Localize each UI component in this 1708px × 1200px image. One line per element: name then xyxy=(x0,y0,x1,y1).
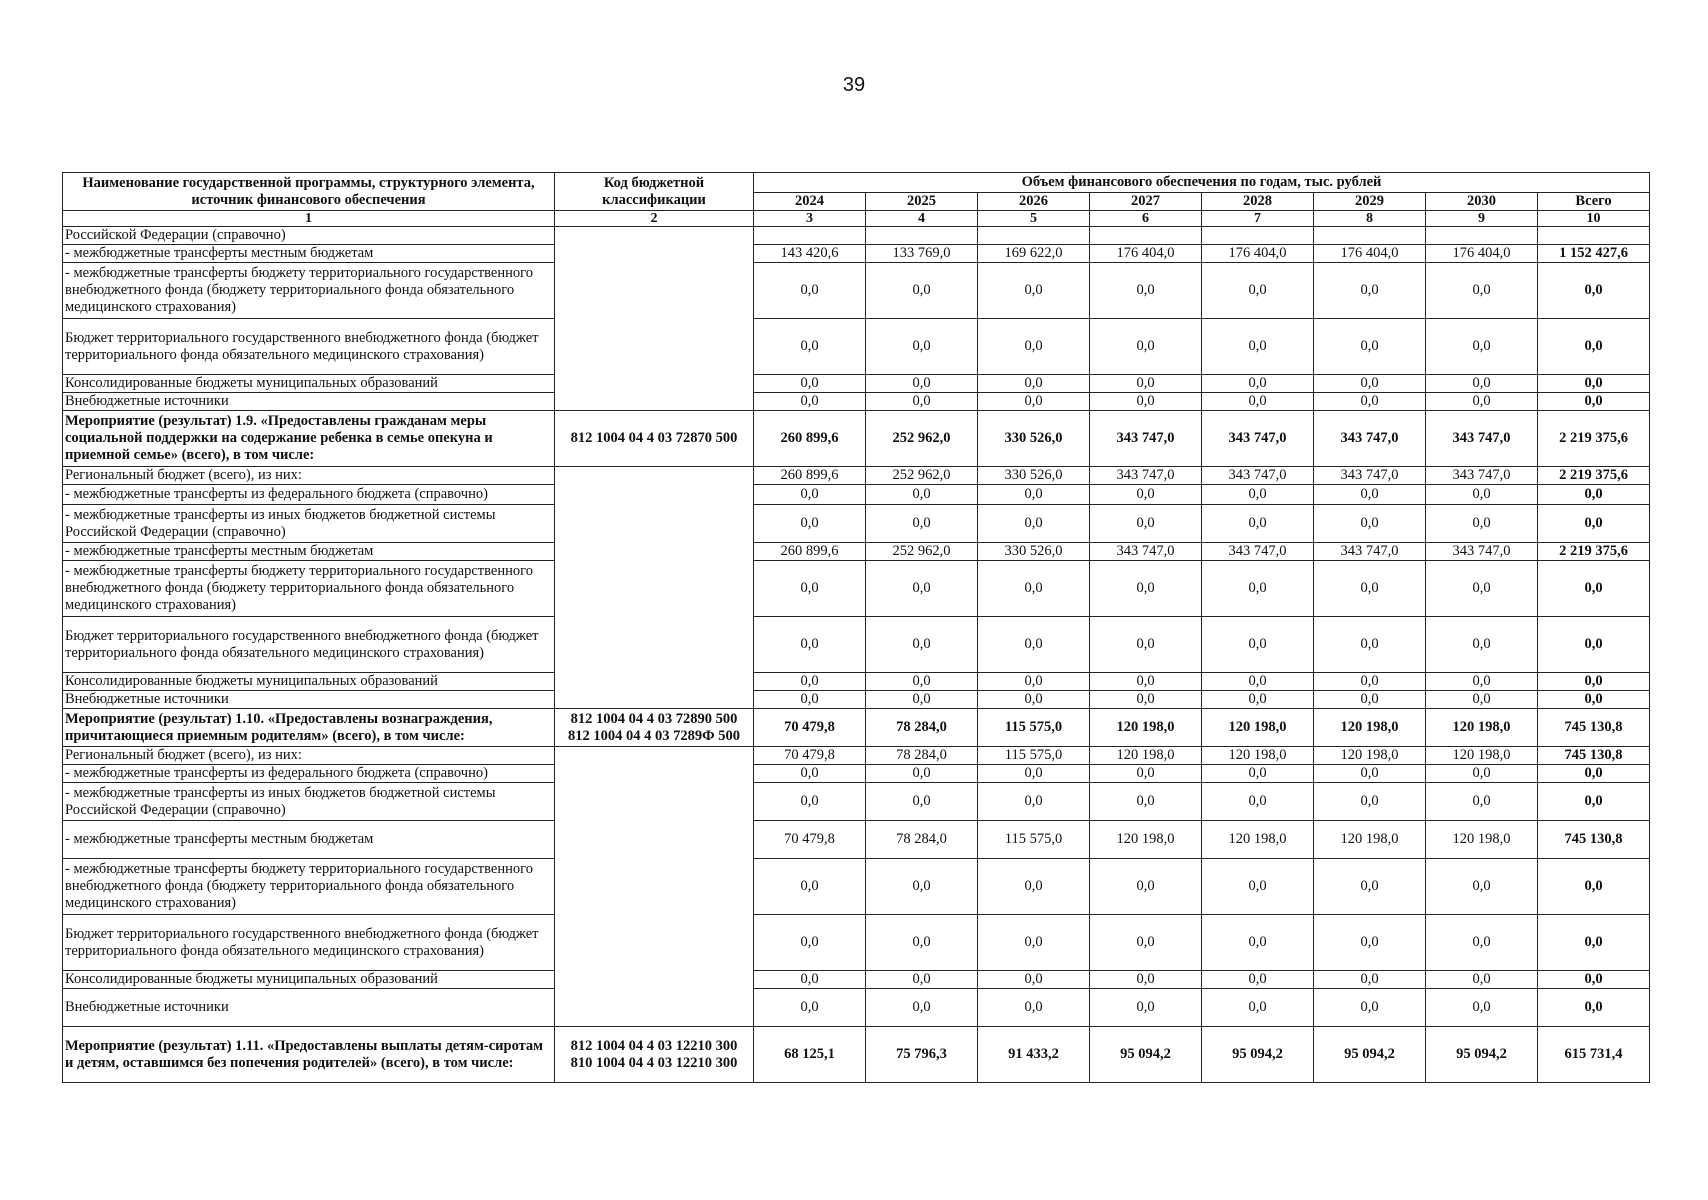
row-name: - межбюджетные трансферты из федерального бюджета (справочно) xyxy=(63,765,555,783)
row-value: 0,0 xyxy=(1314,691,1426,709)
column-index: 4 xyxy=(866,211,978,227)
row-value: 0,0 xyxy=(1202,915,1314,971)
row-value: 343 747,0 xyxy=(1314,467,1426,485)
row-value: 0,0 xyxy=(1314,765,1426,783)
row-name: - межбюджетные трансферты бюджету территориального государственного внебюджетного фонда (бюджету территориального фонда обязательного медицинского страхования) xyxy=(63,561,555,617)
row-value: 0,0 xyxy=(1426,765,1538,783)
table-row xyxy=(63,783,1650,821)
row-total: 615 731,4 xyxy=(1538,1027,1650,1083)
row-value: 91 433,2 xyxy=(978,1027,1090,1083)
row-value: 0,0 xyxy=(754,765,866,783)
row-total: 0,0 xyxy=(1538,783,1650,821)
header-year: 2027 xyxy=(1090,193,1202,211)
row-value: 0,0 xyxy=(1426,673,1538,691)
row-value: 133 769,0 xyxy=(866,245,978,263)
financing-table xyxy=(62,172,1650,1083)
row-value: 0,0 xyxy=(866,691,978,709)
row-value: 70 479,8 xyxy=(754,709,866,747)
row-name: Мероприятие (результат) 1.10. «Предоставлены вознаграждения, причитающиеся приемным родителям» (всего), в том числе: xyxy=(63,709,555,747)
row-value: 0,0 xyxy=(1314,859,1426,915)
row-total: 0,0 xyxy=(1538,393,1650,411)
row-value: 343 747,0 xyxy=(1426,411,1538,467)
row-value: 0,0 xyxy=(866,971,978,989)
row-value: 120 198,0 xyxy=(1202,709,1314,747)
table-row xyxy=(63,263,1650,319)
row-value: 78 284,0 xyxy=(866,709,978,747)
row-value: 0,0 xyxy=(1202,485,1314,505)
row-value: 0,0 xyxy=(1090,375,1202,393)
row-total: 0,0 xyxy=(1538,319,1650,375)
row-value: 95 094,2 xyxy=(1090,1027,1202,1083)
row-value: 343 747,0 xyxy=(1202,411,1314,467)
row-value xyxy=(754,227,866,245)
row-value: 0,0 xyxy=(1202,765,1314,783)
row-total: 745 130,8 xyxy=(1538,821,1650,859)
table-row xyxy=(63,227,1650,245)
table-row xyxy=(63,319,1650,375)
row-value: 330 526,0 xyxy=(978,467,1090,485)
row-total: 0,0 xyxy=(1538,617,1650,673)
row-value: 0,0 xyxy=(866,783,978,821)
row-value: 0,0 xyxy=(866,393,978,411)
row-value: 0,0 xyxy=(1202,989,1314,1027)
row-value: 0,0 xyxy=(1314,561,1426,617)
row-value: 176 404,0 xyxy=(1314,245,1426,263)
row-total: 0,0 xyxy=(1538,263,1650,319)
row-name: - межбюджетные трансферты местным бюджетам xyxy=(63,543,555,561)
row-value: 0,0 xyxy=(1202,375,1314,393)
row-value: 0,0 xyxy=(866,505,978,543)
row-value: 0,0 xyxy=(1314,485,1426,505)
table-row xyxy=(63,859,1650,915)
row-value: 0,0 xyxy=(754,673,866,691)
table-row xyxy=(63,375,1650,393)
row-value: 0,0 xyxy=(1090,263,1202,319)
row-value: 0,0 xyxy=(754,375,866,393)
column-index: 9 xyxy=(1426,211,1538,227)
row-value: 0,0 xyxy=(754,989,866,1027)
row-total: 0,0 xyxy=(1538,859,1650,915)
header-year: 2026 xyxy=(978,193,1090,211)
row-value: 169 622,0 xyxy=(978,245,1090,263)
table-row xyxy=(63,485,1650,505)
row-value: 0,0 xyxy=(1090,485,1202,505)
budget-code xyxy=(555,227,754,411)
row-value xyxy=(1090,227,1202,245)
row-name: - межбюджетные трансферты из иных бюджетов бюджетной системы Российской Федерации (справочно) xyxy=(63,505,555,543)
row-name: Внебюджетные источники xyxy=(63,989,555,1027)
row-value: 0,0 xyxy=(1426,971,1538,989)
row-total: 0,0 xyxy=(1538,765,1650,783)
row-value: 78 284,0 xyxy=(866,821,978,859)
header-volume: Объем финансового обеспечения по годам, тыс. рублей xyxy=(754,173,1650,193)
row-value: 0,0 xyxy=(754,393,866,411)
row-value: 0,0 xyxy=(1090,673,1202,691)
table-row xyxy=(63,467,1650,485)
column-index: 8 xyxy=(1314,211,1426,227)
row-value: 343 747,0 xyxy=(1202,543,1314,561)
row-value: 0,0 xyxy=(1426,505,1538,543)
table-row xyxy=(63,765,1650,783)
row-value: 260 899,6 xyxy=(754,467,866,485)
column-index: 10 xyxy=(1538,211,1650,227)
row-value: 343 747,0 xyxy=(1314,543,1426,561)
row-value: 0,0 xyxy=(978,375,1090,393)
row-value: 0,0 xyxy=(754,505,866,543)
row-value: 0,0 xyxy=(866,989,978,1027)
row-value: 120 198,0 xyxy=(1090,709,1202,747)
row-name: Бюджет территориального государственного внебюджетного фонда (бюджет территориального фонда обязательного медицинского страхования) xyxy=(63,617,555,673)
row-value: 252 962,0 xyxy=(866,543,978,561)
header-year: 2030 xyxy=(1426,193,1538,211)
row-total: 2 219 375,6 xyxy=(1538,543,1650,561)
row-value: 343 747,0 xyxy=(1090,543,1202,561)
row-value: 0,0 xyxy=(1202,617,1314,673)
column-index: 6 xyxy=(1090,211,1202,227)
row-value: 252 962,0 xyxy=(866,467,978,485)
table-row xyxy=(63,915,1650,971)
row-value: 0,0 xyxy=(1426,691,1538,709)
row-name: Консолидированные бюджеты муниципальных образований xyxy=(63,673,555,691)
row-value: 0,0 xyxy=(1314,319,1426,375)
table-row xyxy=(63,245,1650,263)
budget-code-line: 812 1004 04 4 03 12210 300 xyxy=(570,1037,738,1054)
row-name: - межбюджетные трансферты из иных бюджетов бюджетной системы Российской Федерации (справочно) xyxy=(63,783,555,821)
row-value: 95 094,2 xyxy=(1314,1027,1426,1083)
row-value: 0,0 xyxy=(754,971,866,989)
row-name: - межбюджетные трансферты из федерального бюджета (справочно) xyxy=(63,485,555,505)
row-value: 0,0 xyxy=(1090,393,1202,411)
row-total: 0,0 xyxy=(1538,673,1650,691)
budget-code xyxy=(555,1027,754,1083)
row-value: 252 962,0 xyxy=(866,411,978,467)
row-value: 0,0 xyxy=(978,263,1090,319)
row-value: 0,0 xyxy=(1202,263,1314,319)
row-total: 0,0 xyxy=(1538,375,1650,393)
row-value: 68 125,1 xyxy=(754,1027,866,1083)
header-year: 2029 xyxy=(1314,193,1426,211)
row-value: 0,0 xyxy=(1426,319,1538,375)
row-value: 0,0 xyxy=(978,691,1090,709)
row-value: 120 198,0 xyxy=(1314,747,1426,765)
row-value: 0,0 xyxy=(978,765,1090,783)
row-total: 0,0 xyxy=(1538,561,1650,617)
row-total xyxy=(1538,227,1650,245)
row-value: 0,0 xyxy=(978,617,1090,673)
row-total: 0,0 xyxy=(1538,971,1650,989)
header-code: Код бюджетной классификации xyxy=(555,173,754,211)
row-value: 0,0 xyxy=(1426,485,1538,505)
row-value: 78 284,0 xyxy=(866,747,978,765)
row-value: 0,0 xyxy=(1090,617,1202,673)
row-name: Региональный бюджет (всего), из них: xyxy=(63,747,555,765)
row-value: 120 198,0 xyxy=(1314,821,1426,859)
budget-code xyxy=(555,467,754,709)
row-value: 0,0 xyxy=(754,319,866,375)
table-row xyxy=(63,617,1650,673)
row-value: 0,0 xyxy=(978,485,1090,505)
row-value: 0,0 xyxy=(978,859,1090,915)
row-value: 0,0 xyxy=(1426,375,1538,393)
header-year: 2028 xyxy=(1202,193,1314,211)
page-number: 39 xyxy=(842,74,866,96)
row-value: 0,0 xyxy=(1314,673,1426,691)
row-value: 0,0 xyxy=(1090,691,1202,709)
row-name: Мероприятие (результат) 1.9. «Предоставлены гражданам меры социальной поддержки на содержание ребенка в семье опекуна и приемной семье» (всего), в том числе: xyxy=(63,411,555,467)
row-value: 0,0 xyxy=(1426,263,1538,319)
row-name: Бюджет территориального государственного внебюджетного фонда (бюджет территориального фонда обязательного медицинского страхования) xyxy=(63,319,555,375)
row-value xyxy=(978,227,1090,245)
row-value: 0,0 xyxy=(978,971,1090,989)
table-row xyxy=(63,821,1650,859)
row-value: 0,0 xyxy=(978,561,1090,617)
row-value: 0,0 xyxy=(1202,673,1314,691)
row-value: 0,0 xyxy=(1090,915,1202,971)
row-value: 260 899,6 xyxy=(754,411,866,467)
row-value: 0,0 xyxy=(1426,393,1538,411)
row-value: 0,0 xyxy=(1090,783,1202,821)
row-value: 0,0 xyxy=(1202,561,1314,617)
row-name: - межбюджетные трансферты местным бюджетам xyxy=(63,245,555,263)
row-name: Мероприятие (результат) 1.11. «Предоставлены выплаты детям-сиротам и детям, оставшимся без попечения родителей» (всего), в том числе: xyxy=(63,1027,555,1083)
column-index: 5 xyxy=(978,211,1090,227)
row-name: - межбюджетные трансферты бюджету территориального государственного внебюджетного фонда (бюджету территориального фонда обязательного медицинского страхования) xyxy=(63,859,555,915)
row-value: 0,0 xyxy=(1314,375,1426,393)
row-value: 115 575,0 xyxy=(978,747,1090,765)
table-row xyxy=(63,505,1650,543)
header-year: 2024 xyxy=(754,193,866,211)
row-total: 0,0 xyxy=(1538,505,1650,543)
row-value: 120 198,0 xyxy=(1426,747,1538,765)
row-value: 0,0 xyxy=(1314,915,1426,971)
row-value: 0,0 xyxy=(978,393,1090,411)
row-name: Консолидированные бюджеты муниципальных образований xyxy=(63,375,555,393)
row-total: 2 219 375,6 xyxy=(1538,467,1650,485)
row-total: 0,0 xyxy=(1538,915,1650,971)
row-value: 0,0 xyxy=(866,319,978,375)
row-value: 0,0 xyxy=(978,783,1090,821)
row-value: 115 575,0 xyxy=(978,821,1090,859)
row-value: 143 420,6 xyxy=(754,245,866,263)
column-index: 3 xyxy=(754,211,866,227)
row-value: 0,0 xyxy=(754,263,866,319)
row-value: 0,0 xyxy=(1426,915,1538,971)
row-value: 0,0 xyxy=(754,485,866,505)
row-value: 260 899,6 xyxy=(754,543,866,561)
row-value: 0,0 xyxy=(866,263,978,319)
row-value: 176 404,0 xyxy=(1090,245,1202,263)
row-value: 0,0 xyxy=(754,915,866,971)
row-value: 120 198,0 xyxy=(1426,709,1538,747)
budget-code xyxy=(555,411,754,467)
row-value: 343 747,0 xyxy=(1090,411,1202,467)
table-row xyxy=(63,393,1650,411)
table-row xyxy=(63,971,1650,989)
row-total: 1 152 427,6 xyxy=(1538,245,1650,263)
row-value: 0,0 xyxy=(754,561,866,617)
row-value: 330 526,0 xyxy=(978,543,1090,561)
row-value: 70 479,8 xyxy=(754,747,866,765)
row-value: 95 094,2 xyxy=(1202,1027,1314,1083)
row-total: 2 219 375,6 xyxy=(1538,411,1650,467)
column-index: 7 xyxy=(1202,211,1314,227)
measure-row xyxy=(63,411,1650,467)
budget-code-line: 810 1004 04 4 03 12210 300 xyxy=(570,1054,738,1071)
row-total: 745 130,8 xyxy=(1538,747,1650,765)
table-row xyxy=(63,747,1650,765)
row-value: 0,0 xyxy=(1426,561,1538,617)
row-value: 176 404,0 xyxy=(1202,245,1314,263)
row-name: Внебюджетные источники xyxy=(63,393,555,411)
row-value: 0,0 xyxy=(1202,971,1314,989)
row-value: 70 479,8 xyxy=(754,821,866,859)
row-value: 120 198,0 xyxy=(1202,821,1314,859)
row-value: 0,0 xyxy=(1090,505,1202,543)
row-value: 0,0 xyxy=(866,673,978,691)
row-total: 745 130,8 xyxy=(1538,709,1650,747)
budget-code-line: 812 1004 04 4 03 72870 500 xyxy=(570,430,738,446)
row-value: 75 796,3 xyxy=(866,1027,978,1083)
row-value: 0,0 xyxy=(1202,783,1314,821)
row-value: 0,0 xyxy=(1090,859,1202,915)
budget-code xyxy=(555,747,754,1027)
row-value: 0,0 xyxy=(1314,989,1426,1027)
table-row xyxy=(63,673,1650,691)
row-value: 0,0 xyxy=(866,617,978,673)
row-value: 0,0 xyxy=(1426,617,1538,673)
header-year: 2025 xyxy=(866,193,978,211)
row-value: 0,0 xyxy=(866,375,978,393)
row-value: 0,0 xyxy=(1090,971,1202,989)
row-value: 0,0 xyxy=(1202,319,1314,375)
header-name: Наименование государственной программы, структурного элемента, источник финансового обеспечения xyxy=(63,173,555,211)
row-value: 0,0 xyxy=(1314,505,1426,543)
row-value: 0,0 xyxy=(1314,617,1426,673)
row-value: 343 747,0 xyxy=(1314,411,1426,467)
row-value: 0,0 xyxy=(1426,783,1538,821)
budget-code-line: 812 1004 04 4 03 72890 500 xyxy=(570,710,738,727)
measure-row xyxy=(63,709,1650,747)
row-value: 120 198,0 xyxy=(1202,747,1314,765)
row-value: 0,0 xyxy=(1090,319,1202,375)
row-value: 0,0 xyxy=(1202,393,1314,411)
row-value: 120 198,0 xyxy=(1314,709,1426,747)
budget-code-line: 812 1004 04 4 03 7289Ф 500 xyxy=(568,727,740,744)
header-total: Всего xyxy=(1538,193,1650,211)
row-value: 0,0 xyxy=(1090,561,1202,617)
row-name: Российской Федерации (справочно) xyxy=(63,227,555,245)
row-value: 0,0 xyxy=(1426,989,1538,1027)
row-value: 0,0 xyxy=(978,673,1090,691)
row-value xyxy=(1426,227,1538,245)
row-value: 0,0 xyxy=(866,561,978,617)
row-value: 0,0 xyxy=(1202,505,1314,543)
row-value xyxy=(1314,227,1426,245)
row-value: 0,0 xyxy=(754,691,866,709)
row-value: 115 575,0 xyxy=(978,709,1090,747)
row-value: 0,0 xyxy=(1202,691,1314,709)
row-total: 0,0 xyxy=(1538,485,1650,505)
row-value: 0,0 xyxy=(1314,971,1426,989)
row-name: - межбюджетные трансферты местным бюджетам xyxy=(63,821,555,859)
row-value: 0,0 xyxy=(754,783,866,821)
table-body xyxy=(63,227,1650,1083)
row-value: 343 747,0 xyxy=(1426,467,1538,485)
row-value: 95 094,2 xyxy=(1426,1027,1538,1083)
row-value xyxy=(866,227,978,245)
row-value: 0,0 xyxy=(866,859,978,915)
row-name: Консолидированные бюджеты муниципальных образований xyxy=(63,971,555,989)
row-value: 0,0 xyxy=(1314,783,1426,821)
row-value: 120 198,0 xyxy=(1090,747,1202,765)
table-row xyxy=(63,543,1650,561)
row-total: 0,0 xyxy=(1538,691,1650,709)
row-value: 0,0 xyxy=(978,319,1090,375)
table-row xyxy=(63,989,1650,1027)
row-value: 0,0 xyxy=(866,485,978,505)
row-value: 0,0 xyxy=(978,915,1090,971)
column-index: 1 xyxy=(63,211,555,227)
row-value: 343 747,0 xyxy=(1202,467,1314,485)
row-total: 0,0 xyxy=(1538,989,1650,1027)
row-value: 120 198,0 xyxy=(1090,821,1202,859)
row-name: Внебюджетные источники xyxy=(63,691,555,709)
row-value: 0,0 xyxy=(1090,765,1202,783)
row-value: 343 747,0 xyxy=(1426,543,1538,561)
row-value: 0,0 xyxy=(978,989,1090,1027)
measure-row xyxy=(63,1027,1650,1083)
row-name: - межбюджетные трансферты бюджету территориального государственного внебюджетного фонда (бюджету территориального фонда обязательного медицинского страхования) xyxy=(63,263,555,319)
row-value: 0,0 xyxy=(866,765,978,783)
row-value: 343 747,0 xyxy=(1090,467,1202,485)
budget-code xyxy=(555,709,754,747)
column-index: 2 xyxy=(555,211,754,227)
row-value: 120 198,0 xyxy=(1426,821,1538,859)
row-value: 0,0 xyxy=(1202,859,1314,915)
row-name: Бюджет территориального государственного внебюджетного фонда (бюджет территориального фонда обязательного медицинского страхования) xyxy=(63,915,555,971)
row-value: 0,0 xyxy=(754,859,866,915)
row-value: 330 526,0 xyxy=(978,411,1090,467)
table-row xyxy=(63,691,1650,709)
row-value: 0,0 xyxy=(1090,989,1202,1027)
table-row xyxy=(63,561,1650,617)
row-value: 0,0 xyxy=(1314,263,1426,319)
row-value: 176 404,0 xyxy=(1426,245,1538,263)
row-name: Региональный бюджет (всего), из них: xyxy=(63,467,555,485)
row-value: 0,0 xyxy=(1314,393,1426,411)
row-value: 0,0 xyxy=(1426,859,1538,915)
row-value: 0,0 xyxy=(754,617,866,673)
row-value: 0,0 xyxy=(866,915,978,971)
row-value xyxy=(1202,227,1314,245)
row-value: 0,0 xyxy=(978,505,1090,543)
